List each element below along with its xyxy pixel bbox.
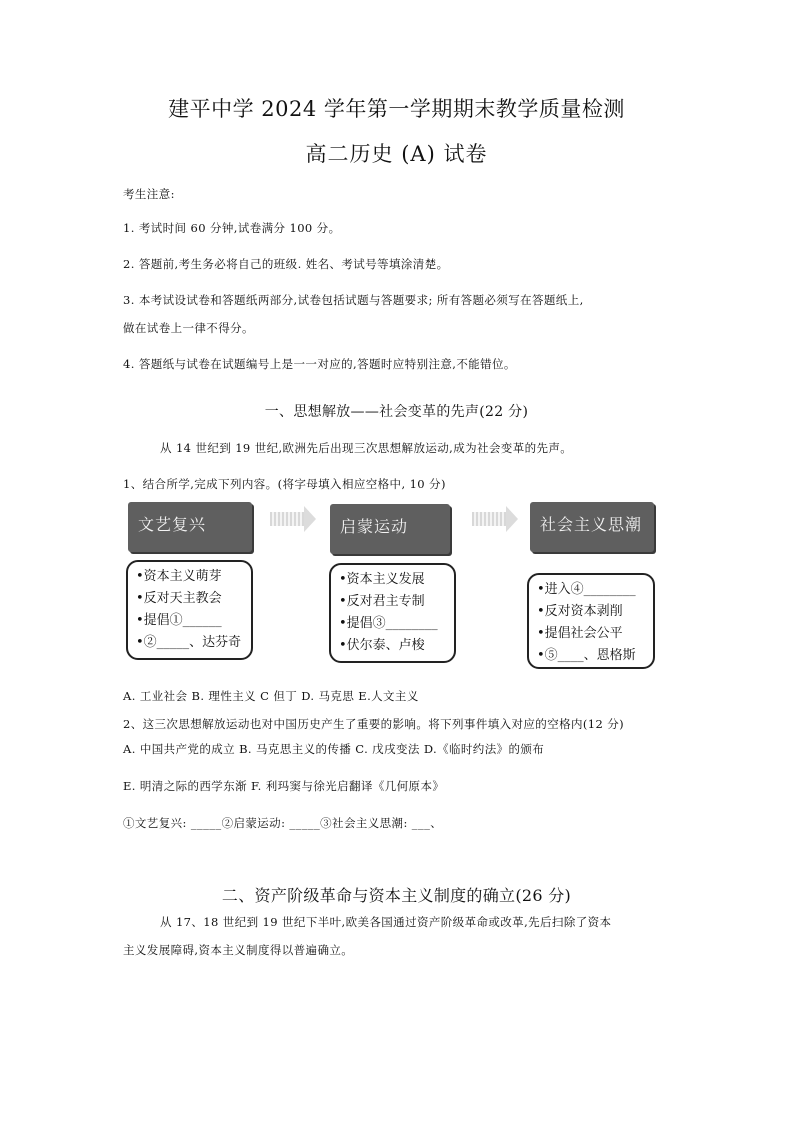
socialism-line-1: •进入④________ [537, 582, 636, 597]
box-enlightenment-header [330, 504, 450, 554]
arrow-right-icon [270, 512, 304, 526]
question-1: 1、结合所学,完成下列内容。(将字母填入相应空格中, 10 分) [123, 477, 446, 491]
renaissance-line-3: •提倡①______ [136, 613, 222, 628]
enlightenment-line-1: •资本主义发展 [339, 572, 425, 587]
renaissance-line-2: •反对天主教会 [136, 591, 222, 606]
section-2-title: 二、资产阶级革命与资本主义制度的确立(26 分) [221, 886, 572, 905]
notice-item-4: 4. 答题纸与试卷在试题编号上是一一对应的,答题时应特别注意,不能错位。 [123, 357, 516, 371]
section-2-intro-line-2: 主义发展障碍,资本主义制度得以普遍确立。 [123, 943, 354, 957]
socialism-line-4: •⑤____、恩格斯 [537, 648, 636, 663]
box-enlightenment-title: 启蒙运动 [340, 517, 409, 536]
exam-title: 建平中学 2024 学年第一学期期末教学质量检测 [168, 97, 625, 121]
question-1-options: A. 工业社会 B. 理性主义 C 但丁 D. 马克思 E.人文主义 [123, 689, 419, 703]
notice-item-3-line-1: 3. 本考试设试卷和答题纸两部分,试卷包括试题与答题要求; 所有答题必须写在答题纸上, [123, 293, 584, 307]
socialism-line-2: •反对资本剥削 [537, 604, 623, 619]
box-renaissance-title: 文艺复兴 [138, 515, 207, 534]
notice-item-2: 2. 答题前,考生务必将自己的班级. 姓名、考试号等填涂清楚。 [123, 257, 449, 271]
notice-item-3-line-2: 做在试卷上一律不得分。 [123, 321, 254, 335]
question-2: 2、这三次思想解放运动也对中国历史产生了重要的影响。将下列事件填入对应的空格内(12 分) [123, 717, 625, 731]
box-socialism-title: 社会主义思潮 [540, 515, 643, 534]
notice-heading: 考生注意: [123, 187, 175, 201]
box-renaissance-content [126, 560, 253, 660]
renaissance-line-4: •②_____、达芬奇 [136, 635, 242, 650]
arrow-right-icon [472, 512, 506, 526]
question-2-options-2: E. 明清之际的西学东渐 F. 利玛窦与徐光启翻译《几何原本》 [123, 779, 445, 793]
section-2-intro-line-1: 从 17、18 世纪到 19 世纪下半叶,欧美各国通过资产阶级革命或改革,先后扫除了资本 [160, 915, 612, 929]
enlightenment-line-2: •反对君主专制 [339, 594, 425, 609]
enlightenment-line-4: •伏尔泰、卢梭 [339, 638, 425, 653]
enlightenment-line-3: •提倡③________ [339, 616, 438, 631]
notice-item-1: 1. 考试时间 60 分钟,试卷满分 100 分。 [123, 221, 341, 235]
question-2-options-1: A. 中国共产党的成立 B. 马克思主义的传播 C. 戊戌变法 D.《临时约法》的颁布 [123, 742, 545, 756]
section-1-intro: 从 14 世纪到 19 世纪,欧洲先后出现三次思想解放运动,成为社会变革的先声。 [160, 441, 573, 455]
box-enlightenment-content [329, 563, 456, 663]
question-2-blanks: ①文艺复兴: _____②启蒙运动: _____③社会主义思潮: ___、 [123, 816, 443, 830]
exam-subtitle: 高二历史 (A) 试卷 [305, 142, 488, 166]
section-1-title: 一、思想解放——社会变革的先声(22 分) [264, 404, 529, 420]
box-renaissance-header [128, 502, 252, 552]
box-socialism-content [527, 573, 655, 669]
renaissance-line-1: •资本主义萌芽 [136, 569, 222, 584]
socialism-line-3: •提倡社会公平 [537, 626, 623, 641]
box-socialism-header [530, 502, 654, 552]
